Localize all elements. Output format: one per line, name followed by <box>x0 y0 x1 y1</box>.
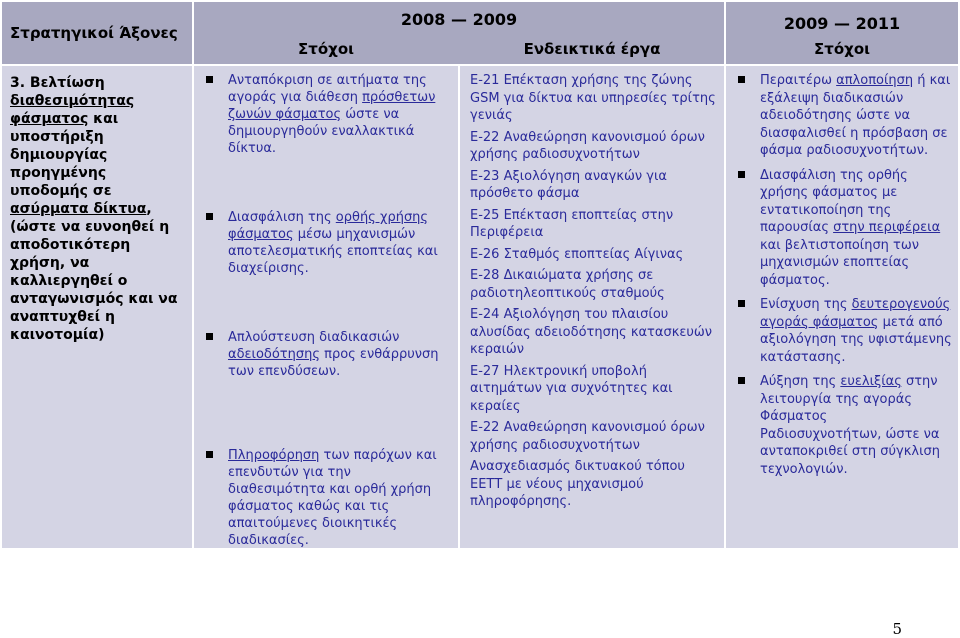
project-item: Ε-22 Αναθεώρηση κανονισμού όρων χρήσης ραδιοσυχνοτήτων <box>470 420 705 453</box>
project-item: Ε-23 Αξιολόγηση αναγκών για πρόσθετο φάσμα <box>470 168 667 201</box>
goals-2008-heading: Στόχοι <box>298 40 354 58</box>
project-item: Ε-22 Αναθεώρηση κανονισμού όρων χρήσης ραδιοσυχνοτήτων <box>470 129 705 162</box>
project-item: Ανασχεδιασμός δικτυακού τόπου ΕΕΤΤ με νέους μηχανισμού πληροφόρησης. <box>470 459 685 509</box>
goal-2008-item: Ανταπόκριση σε αιτήματα της αγοράς για διάθεση πρόσθετων ζωνών φάσματος ώστε να δημιουργηθούν εναλλακτικά δίκτυα. <box>202 72 450 157</box>
goals-2009-heading: Στόχοι <box>814 40 870 58</box>
goals-2009-list <box>734 72 952 478</box>
strategic-axis-cell <box>2 66 192 548</box>
project-item: Ε-24 Αξιολόγηση του πλαισίου αλυσίδας αδειοδότησης κατασκευών κεραιών <box>470 307 713 357</box>
square-bullet-icon <box>206 213 213 220</box>
projects-heading: Ενδεικτικά έργα <box>523 40 661 58</box>
page-number: 5 <box>892 620 902 638</box>
square-bullet-icon <box>206 333 213 340</box>
years-2008-2009: 2008 — 2009 <box>400 10 518 29</box>
goal-2008-item: Πληροφόρηση των παρόχων και επενδυτών για την διαθεσιμότητα και ορθή χρήση φάσματος καθώς και τις απαιτούμενες διοικητικές διαδικασίες. <box>202 447 450 549</box>
goal-2009-item: Διασφάλιση της ορθής χρήσης φάσματος με εντατικοποίηση της παρουσίας στην περιφέρεια και βελτιστοποίηση των μηχανισμών εποπτείας φάσματος. <box>734 167 952 290</box>
project-item: Ε-21 Επέκταση χρήσης της ζώνης GSM για δίκτυα και υπηρεσίες τρίτης γενιάς <box>470 73 716 123</box>
strategic-axes-title: Στρατηγικοί Άξονες <box>10 24 178 42</box>
years-2009-2011: 2009 — 2011 <box>783 14 901 33</box>
goal-2008-item: Απλούστευση διαδικασιών αδειοδότησης προς ενθάρρυνση των επενδύσεων. <box>202 329 450 380</box>
axis-text-3: , (ώστε να ευνοηθεί η αποδοτικότερη χρήση, να καλλιεργηθεί ο ανταγωνισμός και να αναπτυχθεί η καινοτομία) <box>10 201 178 343</box>
square-bullet-icon <box>206 76 213 83</box>
square-bullet-icon <box>738 377 745 384</box>
period-2008-header <box>194 2 724 64</box>
period-2009-header <box>726 2 958 64</box>
goals-2008-cell <box>194 66 458 548</box>
goal-2009-item: Ενίσχυση της δευτερογενούς αγοράς φάσματος μετά από αξιολόγηση της υφιστάμενης κατάστασης. <box>734 296 952 366</box>
goal-2009-item: Περαιτέρω απλοποίηση ή και εξάλειψη διαδικασιών αδειοδότησης ώστε να διασφαλισθεί η πρόσβαση σε φάσμα ραδιοσυχνοτήτων. <box>734 72 952 160</box>
axis-underline-1: διαθεσιμότητας φάσματος <box>10 93 135 127</box>
projects-cell <box>460 66 724 548</box>
project-item: Ε-28 Δικαιώματα χρήσης σε ραδιοτηλεοπτικούς σταθμούς <box>470 268 665 301</box>
goals-2008-list <box>202 72 450 549</box>
square-bullet-icon <box>738 76 745 83</box>
goal-2008-item: Διασφάλιση της ορθής χρήσης φάσματος μέσω μηχανισμών αποτελεσματικής εποπτείας και διαχείρισης. <box>202 209 450 277</box>
strategic-axis-text <box>10 74 186 344</box>
square-bullet-icon <box>738 300 745 307</box>
axis-text-2: και υποστήριξη δημιουργίας προηγμένης υποδομής σε <box>10 111 119 199</box>
project-item: Ε-25 Επέκταση εποπτείας στην Περιφέρεια <box>470 207 674 240</box>
axis-underline-2: ασύρματα δίκτυα <box>10 201 147 217</box>
goals-2009-cell <box>726 66 958 548</box>
project-item: Ε-27 Ηλεκτρονική υποβολή αιτημάτων για συχνότητες και κεραίες <box>470 363 673 414</box>
square-bullet-icon <box>206 451 213 458</box>
project-item: Ε-26 Σταθμός εποπτείας Αίγινας <box>470 246 684 262</box>
goal-2009-item: Αύξηση της ευελιξίας στην λειτουργία της αγοράς Φάσματος Ραδιοσυχνοτήτων, ώστε να ανταποκριθεί στη σύγκλιση τεχνολογιών. <box>734 373 952 478</box>
axis-number: 3. Βελτίωση <box>10 75 105 91</box>
strategic-axes-header <box>2 2 192 64</box>
square-bullet-icon <box>738 171 745 178</box>
